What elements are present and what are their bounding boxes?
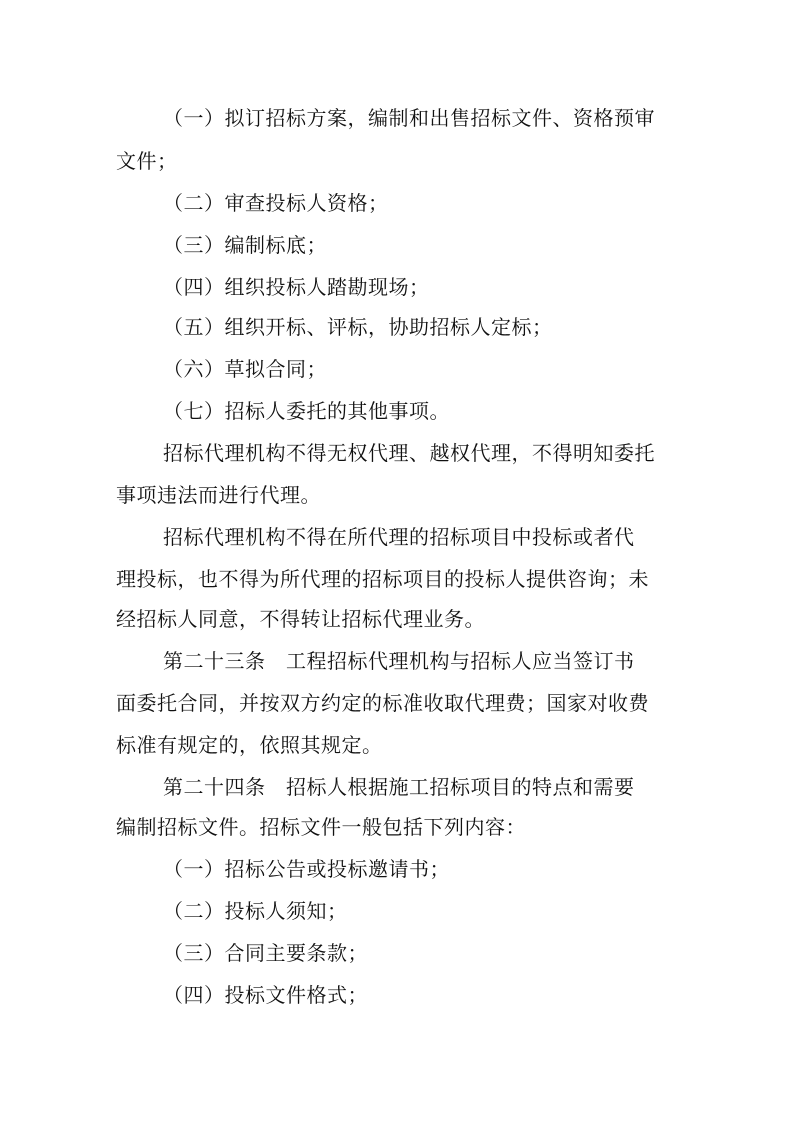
text-line: 标准有规定的，依照其规定。 (116, 733, 383, 757)
text-line: 经招标人同意，不得转让招标代理业务。 (116, 607, 485, 631)
text-line: （七）招标人委托的其他事项。 (163, 399, 450, 423)
text-line: 理投标，也不得为所代理的招标项目的投标人提供咨询；未 (116, 567, 649, 591)
text-line: （一）招标公告或投标邀请书； (163, 857, 450, 881)
text-line: （一）拟订招标方案，编制和出售招标文件、资格预审 (163, 106, 655, 130)
text-line: （四）组织投标人踏勘现场； (163, 275, 430, 299)
text-line: （三）编制标底； (163, 233, 327, 257)
text-line: 第二十三条 工程招标代理机构与招标人应当签订书 (163, 649, 635, 673)
text-line: （五）组织开标、评标，协助招标人定标； (163, 315, 553, 339)
text-line: （四）投标文件格式； (163, 983, 368, 1007)
text-line: 事项违法而进行代理。 (116, 483, 321, 507)
text-line: 第二十四条 招标人根据施工招标项目的特点和需要 (163, 775, 635, 799)
text-line: 面委托合同，并按双方约定的标准收取代理费；国家对收费 (116, 691, 649, 715)
text-line: 招标代理机构不得无权代理、越权代理，不得明知委托 (163, 441, 655, 465)
text-line: 文件； (116, 149, 178, 173)
text-line: （二）投标人须知； (163, 899, 348, 923)
text-line: 编制招标文件。招标文件一般包括下列内容： (116, 815, 526, 839)
text-line: 招标代理机构不得在所代理的招标项目中投标或者代 (163, 525, 635, 549)
text-line: （二）审查投标人资格； (163, 191, 389, 215)
text-line: （三）合同主要条款； (163, 941, 368, 965)
text-line: （六）草拟合同； (163, 357, 327, 381)
